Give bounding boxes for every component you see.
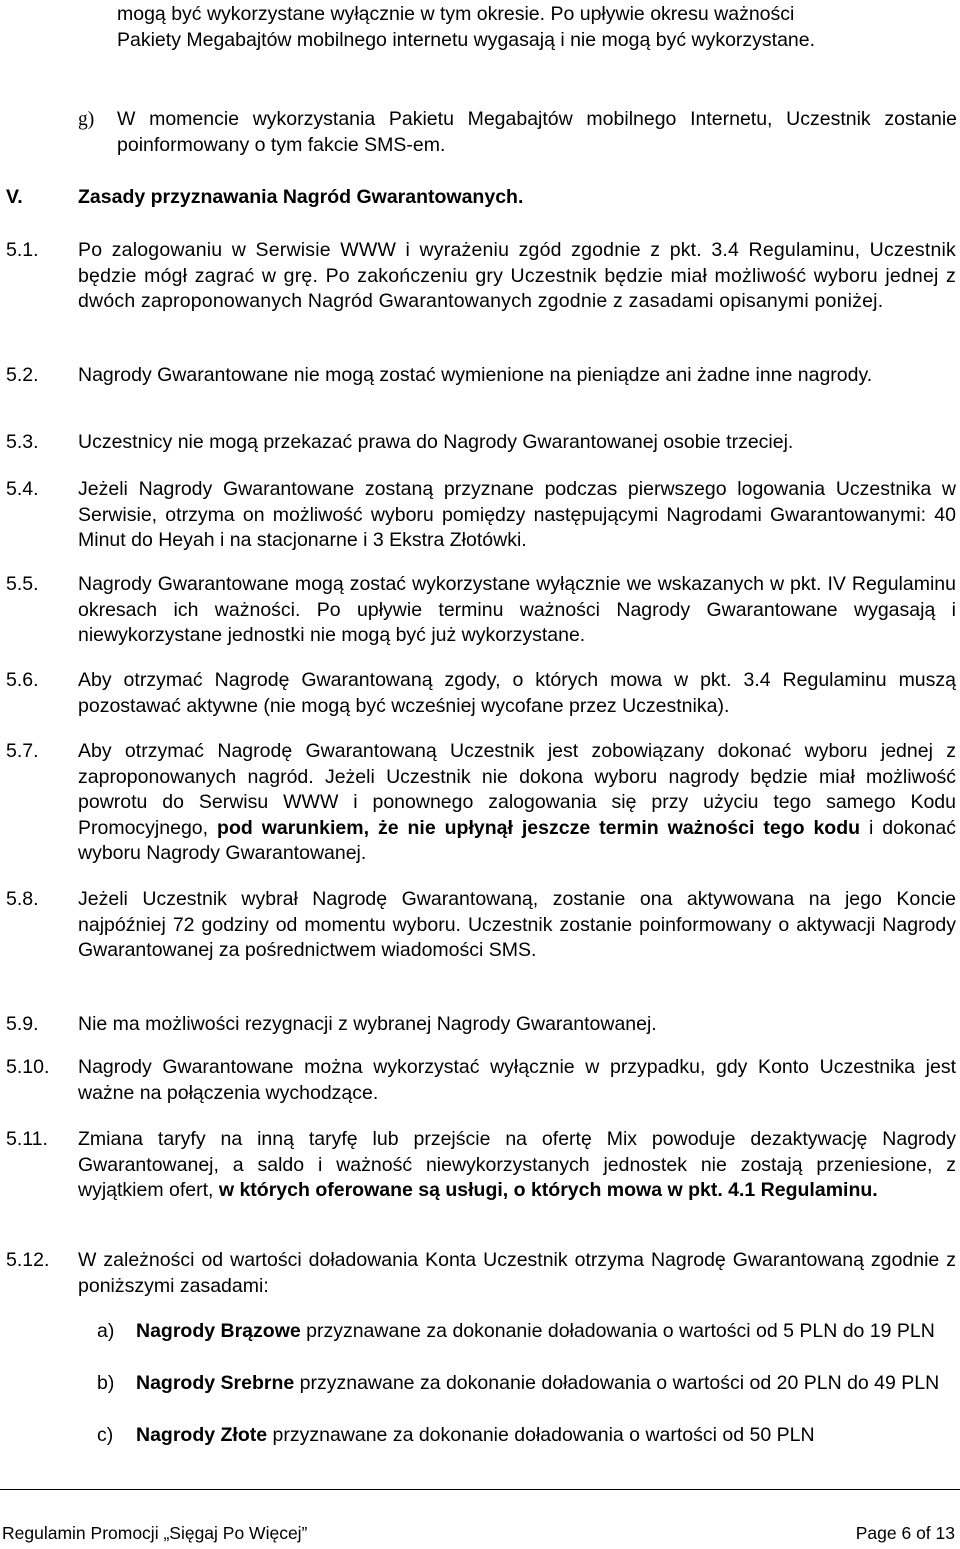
reward-marker: c) xyxy=(97,1424,114,1446)
paragraph-text-plain: i dokonać wyboru Nagrody Gwarantowanej. xyxy=(78,816,957,864)
paragraph-text: Nagrody Gwarantowane nie mogą zostać wymienione na pieniądze ani żadne inne nagrody. xyxy=(78,364,873,386)
reward-item xyxy=(136,1371,956,1397)
reward-name: Nagrody Srebrne xyxy=(136,1372,295,1394)
paragraph-number: 5.3. xyxy=(6,431,39,453)
footer-page-number: Page 6 of 13 xyxy=(855,1523,955,1543)
reward-item xyxy=(136,1319,956,1345)
continuation-line-2: Pakiety Megabajtów mobilnego internetu wygasają i nie mogą być wykorzystane. xyxy=(117,29,816,51)
paragraph-text xyxy=(78,1127,956,1204)
item-g-text: W momencie wykorzystania Pakietu Megabajtów mobilnego Internetu, Uczestnik zostanie poinformowany o tym fakcie SMS-em. xyxy=(117,108,957,156)
footer-document-title: Regulamin Promocji „Sięgaj Po Więcej” xyxy=(2,1523,308,1543)
paragraph-text: Uczestnicy nie mogą przekazać prawa do Nagrody Gwarantowanej osobie trzeciej. xyxy=(78,431,794,453)
item-g-marker: g) xyxy=(78,109,95,130)
paragraph-text: W zależności od wartości doładowania Konta Uczestnik otrzyma Nagrodę Gwarantowaną zgodnie z poniższymi zasadami: xyxy=(78,1249,956,1297)
paragraph-text: Aby otrzymać Nagrodę Gwarantowaną zgody, o których mowa w pkt. 3.4 Regulaminu muszą pozostawać aktywne (nie mogą być wcześniej wycofane przez Uczestnika). xyxy=(78,669,956,717)
section-title: Zasady przyznawania Nagród Gwarantowanych. xyxy=(78,186,524,208)
reward-description: przyznawane za dokonanie doładowania o wartości od 20 PLN do 49 PLN xyxy=(294,1372,940,1394)
section-number: V. xyxy=(6,186,23,208)
paragraph-number: 5.9. xyxy=(6,1013,39,1035)
paragraph-number: 5.8. xyxy=(6,888,39,910)
reward-marker: a) xyxy=(97,1320,115,1342)
paragraph-text: Jeżeli Uczestnik wybrał Nagrodę Gwarantowaną, zostanie ona aktywowana na jego Koncie najpóźniej 72 godziny od momentu wyboru. Uczestnik zostanie poinformowany o aktywacji Nagrody Gwarantowanej za pośrednictwem wiadomości SMS. xyxy=(78,888,956,961)
paragraph-text: Nie ma możliwości rezygnacji z wybranej Nagrody Gwarantowanej. xyxy=(78,1013,657,1035)
reward-name: Nagrody Złote xyxy=(136,1424,268,1446)
paragraph-text-bold: pod warunkiem, że nie upłynął jeszcze termin ważności tego kodu xyxy=(217,816,861,839)
reward-marker: b) xyxy=(97,1372,115,1394)
paragraph-text-bold: w których oferowane są usługi, o których mowa w pkt. 4.1 Regulaminu. xyxy=(218,1179,878,1201)
paragraph-number: 5.2. xyxy=(6,364,39,386)
paragraph-number: 5.10. xyxy=(6,1056,50,1078)
paragraph-number: 5.6. xyxy=(6,669,39,691)
paragraph-text: Jeżeli Nagrody Gwarantowane zostaną przyznane podczas pierwszego logowania Uczestnika w Serwisie, otrzyma on możliwość wyboru pomiędzy następującymi Nagrodami Gwarantowanymi: 40 Minut do Heyah i na stacjonarne i 3 Ekstra Złotówki. xyxy=(78,478,956,551)
paragraph-text-plain: Zmiana taryfy na inną taryfę lub przejście na ofertę Mix powoduje dezaktywację Nagrody Gwarantowanej, a saldo i ważność niewykorzystanych jednostek nie zostają przeniesione, z wyjątkiem ofert, xyxy=(78,1128,956,1201)
reward-description: przyznawane za dokonanie doładowania o wartości od 50 PLN xyxy=(267,1424,815,1446)
paragraph-text xyxy=(78,739,956,867)
continuation-line-1: mogą być wykorzystane wyłącznie w tym okresie. Po upływie okresu ważności xyxy=(117,3,795,25)
reward-item xyxy=(136,1423,956,1449)
paragraph-number: 5.1. xyxy=(6,239,39,261)
reward-description: przyznawane za dokonanie doładowania o wartości od 5 PLN do 19 PLN xyxy=(300,1320,935,1342)
paragraph-text: Po zalogowaniu w Serwisie WWW i wyrażeniu zgód zgodnie z pkt. 3.4 Regulaminu, Uczestnik będzie mógł zagrać w grę. Po zakończeniu gry Uczestnik będzie miał możliwość wyboru jednej z dwóch zaproponowanych Nagród Gwarantowanych zgodnie z zasadami opisanymi poniżej. xyxy=(78,239,956,312)
paragraph-number: 5.11. xyxy=(6,1128,48,1150)
paragraph-number: 5.7. xyxy=(6,740,39,762)
paragraph-text: Nagrody Gwarantowane można wykorzystać wyłącznie w przypadku, gdy Konto Uczestnika jest ważne na połączenia wychodzące. xyxy=(78,1056,956,1104)
paragraph-number: 5.5. xyxy=(6,573,39,595)
paragraph-text-plain: Aby otrzymać Nagrodę Gwarantowaną Uczestnik jest zobowiązany dokonać wyboru jednej z zaproponowanych nagród. Jeżeli Uczestnik nie dokona wyboru nagrody będzie miał możliwość powrotu do Serwisu WWW i ponownego zalogowania się przy użyciu tego samego Kodu Promocyjnego, xyxy=(78,740,956,839)
reward-name: Nagrody Brązowe xyxy=(136,1320,301,1342)
paragraph-number: 5.4. xyxy=(6,478,39,500)
paragraph-text: Nagrody Gwarantowane mogą zostać wykorzystane wyłącznie we wskazanych w pkt. IV Regulaminu okresach ich ważności. Po upływie terminu ważności Nagrody Gwarantowane wygasają i niewykorzystane jednostki nie mogą być już wykorzystane. xyxy=(78,573,956,646)
footer-divider xyxy=(0,1489,960,1490)
paragraph-number: 5.12. xyxy=(6,1249,50,1271)
